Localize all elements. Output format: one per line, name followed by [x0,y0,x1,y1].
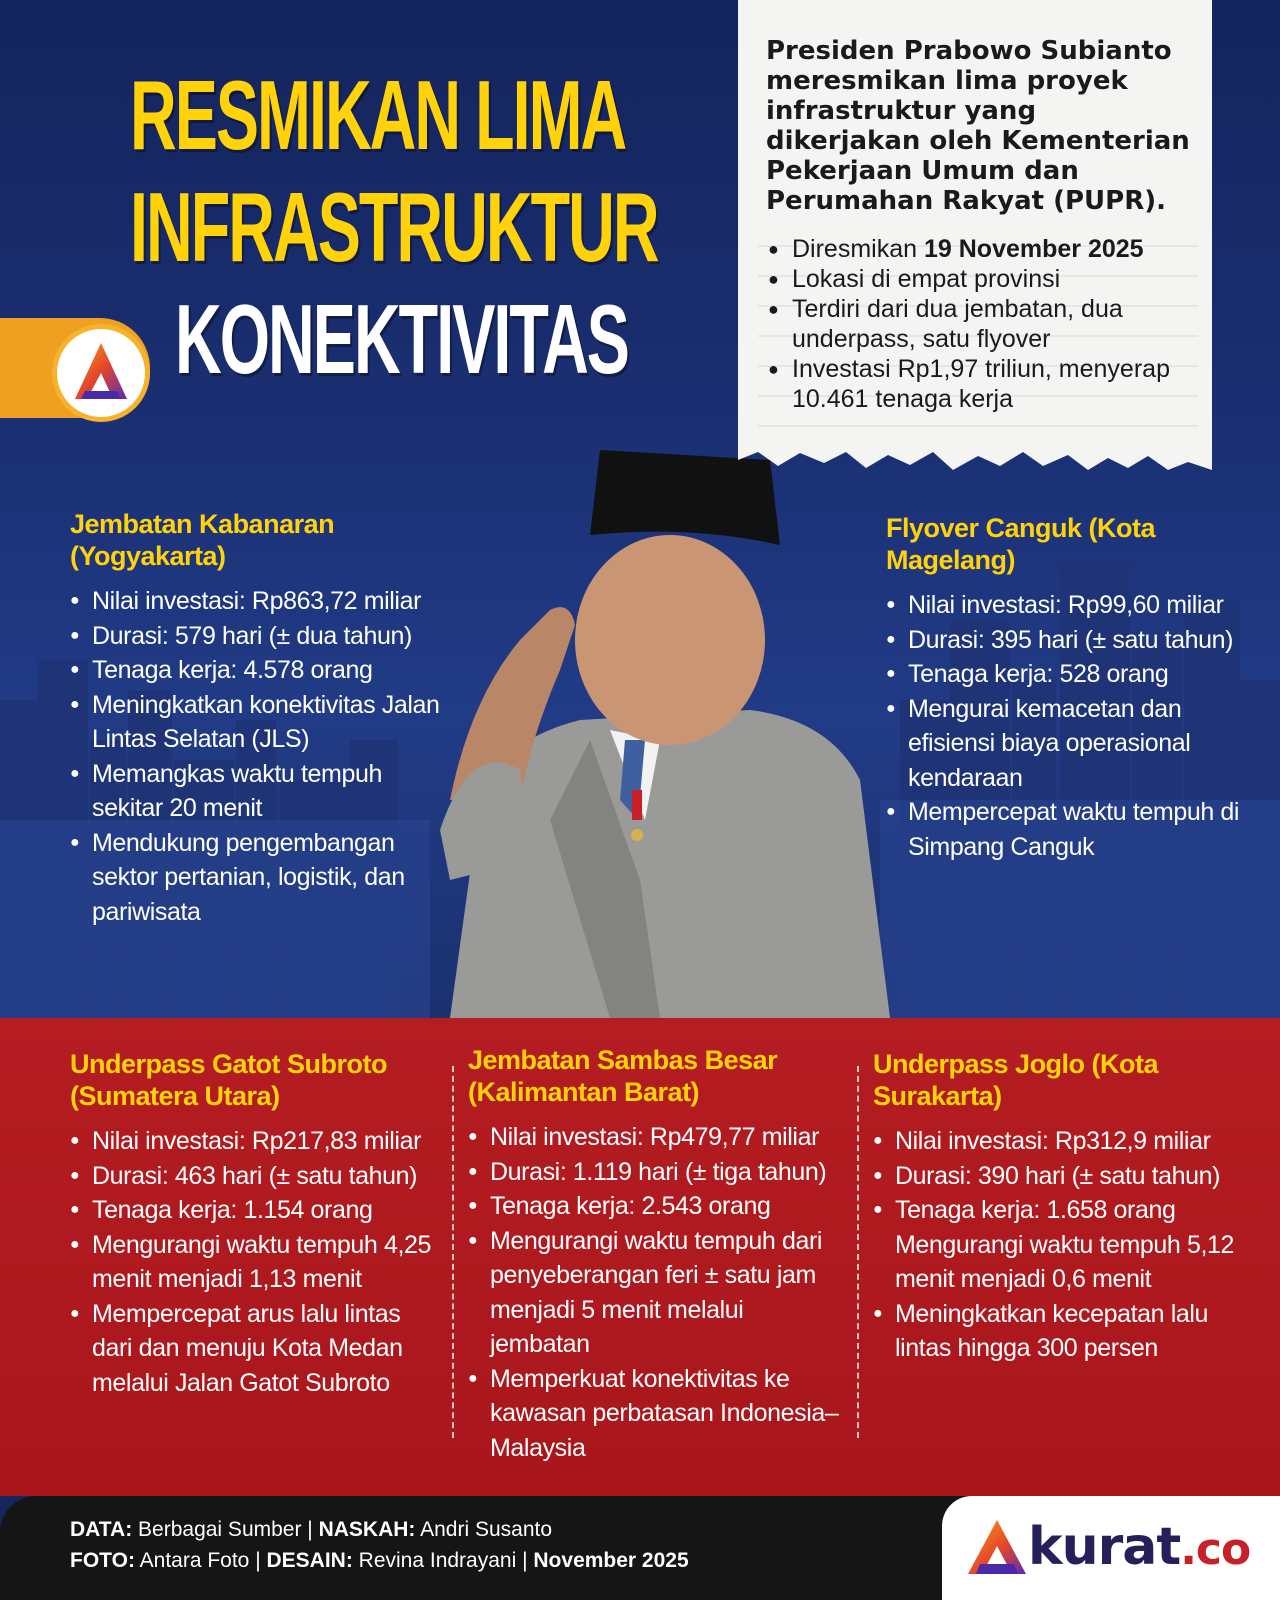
project-point: ● Durasi: 395 hari (± satu tahun) [886,623,1266,658]
project-sambas-besar [468,1044,846,1465]
headline-line-2: INFRASTRUKTUR [130,172,658,282]
credit-value: Berbagai Sumber | [132,1518,319,1541]
project-point: ● Mengurangi waktu tempuh 4,25 menit menjadi 1,13 menit [70,1228,445,1297]
project-points [873,1124,1258,1366]
project-title: Flyover Canguk (Kota Magelang) [886,513,1156,575]
credit-label: DESAIN: [266,1549,353,1572]
project-kabanaran [70,508,440,929]
summary-note [738,0,1212,480]
project-point: ● Mengurangi waktu tempuh dari penyeberangan feri ± satu jam menjadi 5 menit melalui jembatan [468,1224,846,1362]
project-title: Jembatan Kabanaran (Yogyakarta) [70,509,335,571]
column-divider [857,1066,859,1438]
brand-name: kurat [1028,1517,1181,1577]
credits [70,1514,930,1576]
project-point: ● Nilai investasi: Rp312,9 miliar [873,1124,1258,1159]
project-point: ● Durasi: 390 hari (± satu tahun) [873,1159,1258,1194]
project-point: ● Nilai investasi: Rp99,60 miliar [886,588,1266,623]
summary-point: ● Investasi Rp1,97 triliun, menyerap 10.461 tenaga kerja [766,354,1196,414]
credit-label: FOTO: [70,1549,135,1572]
project-points [468,1120,846,1465]
brand-wordmark [970,1512,1260,1582]
project-point: ● Tenaga kerja: 1.658 orang Mengurangi waktu tempuh 5,12 menit menjadi 0,6 menit [873,1193,1258,1297]
project-joglo [873,1048,1258,1366]
project-points [70,584,440,929]
summary-date-value: 19 November 2025 [923,235,1144,263]
project-gatot-subroto [70,1048,445,1400]
project-points [886,588,1266,864]
project-point: ● Meningkatkan kecepatan lalu lintas hingga 300 persen [873,1297,1258,1366]
project-point: ● Durasi: 1.119 hari (± tiga tahun) [468,1155,846,1190]
credits-line-2 [70,1545,930,1576]
summary-date: ● Diresmikan 19 November 2025 [766,234,1196,264]
summary-point: ● Lokasi di empat provinsi [766,264,1196,294]
headline-line-1: RESMIKAN LIMA [130,60,626,170]
credit-value: Revina Indrayani | [352,1549,534,1572]
project-point: ● Nilai investasi: Rp217,83 miliar [70,1124,445,1159]
project-point: ● Mendukung pengembangan sektor pertanian, logistik, dan pariwisata [70,826,440,930]
credit-value: Andri Susanto [415,1518,553,1541]
project-point: ● Meningkatkan konektivitas Jalan Lintas Selatan (JLS) [70,688,440,757]
project-point: ● Nilai investasi: Rp479,77 miliar [468,1120,846,1155]
project-point: ● Nilai investasi: Rp863,72 miliar [70,584,440,619]
project-point: ● Mempercepat arus lalu lintas dari dan menuju Kota Medan melalui Jalan Gatot Subroto [70,1297,445,1401]
project-point: ● Durasi: 579 hari (± dua tahun) [70,619,440,654]
credit-label: NASKAH: [318,1518,416,1541]
project-title: Underpass Gatot Subroto (Sumatera Utara) [70,1049,388,1111]
project-point: ● Tenaga kerja: 2.543 orang [468,1189,846,1224]
credit-label: DATA: [70,1518,133,1541]
president-saluting-photo [410,440,910,1018]
project-point: ● Memperkuat konektivitas ke kawasan perbatasan Indonesia–Malaysia [468,1362,846,1466]
project-title: Jembatan Sambas Besar (Kalimantan Barat) [468,1045,778,1107]
project-title: Underpass Joglo (Kota Surakarta) [873,1049,1159,1111]
column-divider [452,1066,454,1438]
credit-value: Antara Foto | [134,1549,267,1572]
credits-line-1 [70,1514,930,1545]
project-point: ● Mengurai kemacetan dan efisiensi biaya operasional kendaraan [886,692,1266,796]
project-point: ● Tenaga kerja: 528 orang [886,657,1266,692]
project-points [70,1124,445,1400]
project-point: ● Mempercepat waktu tempuh di Simpang Canguk [886,795,1266,864]
project-point: ● Durasi: 463 hari (± satu tahun) [70,1159,445,1194]
credit-month: November 2025 [533,1549,689,1572]
summary-point: ● Terdiri dari dua jembatan, dua underpass, satu flyover [766,294,1196,354]
brand-suffix: .co [1180,1524,1251,1575]
project-point: ● Memangkas waktu tempuh sekitar 20 menit [70,757,440,826]
project-point: ● Tenaga kerja: 1.154 orang [70,1193,445,1228]
summary-list [766,234,1196,414]
headline-line-3: KONEKTIVITAS [175,284,628,394]
project-point: ● Tenaga kerja: 4.578 orang [70,653,440,688]
project-canguk [886,512,1266,864]
headline [130,60,690,402]
summary-lead: Presiden Prabowo Subianto meresmikan lima proyek infrastruktur yang dikerjakan oleh Kementerian Pekerjaan Umum dan Perumahan Rakyat (PUPR). [766,36,1190,216]
